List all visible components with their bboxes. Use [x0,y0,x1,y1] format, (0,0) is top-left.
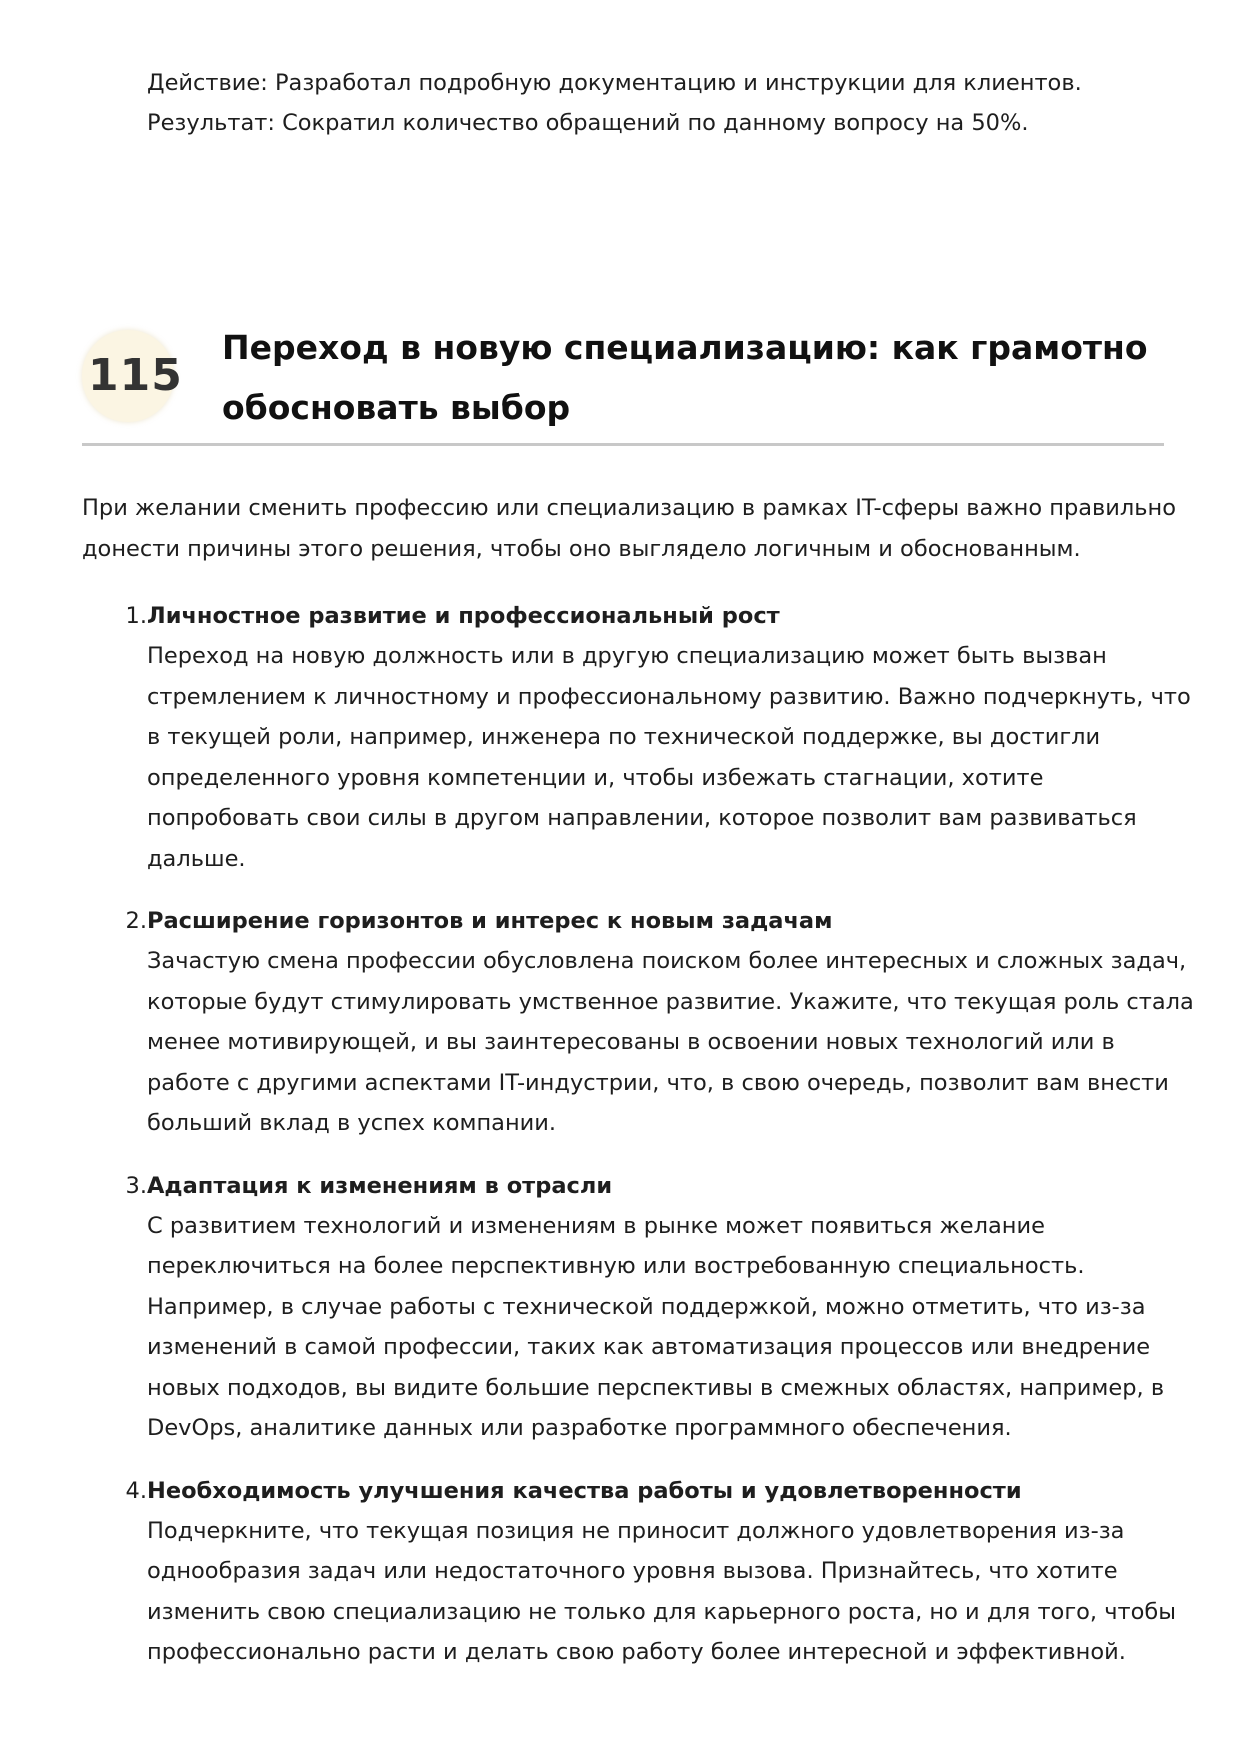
section-title-line: Переход в новую специализацию: как грамотно [222,328,1148,367]
list-item-line: стремлением к личностному и профессиональному развитию. Важно подчеркнуть, что [147,683,1191,710]
list-item-number: 1. [125,603,147,629]
list-item-line: которые будут стимулировать умственное развитие. Укажите, что текущая роль стала [147,988,1194,1015]
previous-result-line: Результат: Сократил количество обращений по данному вопросу на 50%. [147,110,1029,136]
section-header [82,318,1164,448]
section-title-line: обосновать выбор [222,388,571,427]
list-item-line: новых подходов, вы видите большие перспективы в смежных областях, например, в [147,1374,1165,1401]
list-item [110,1166,1165,1449]
list-item-line: в текущей роли, например, инженера по технической поддержке, вы достигли [147,724,1101,750]
section-number: 115 [88,350,183,401]
list-item-line: попробовать свои силы в другом направлении, которое позволит вам развиваться [147,805,1137,831]
previous-section-tail [147,63,1147,143]
list-item-line: DevOps, аналитике данных или разработке программного обеспечения. [147,1415,1012,1441]
list-item [110,596,1191,879]
header-divider [82,443,1164,446]
list-item-line: работе с другими аспектами IT-индустрии, что, в свою очередь, позволит вам внести [147,1069,1169,1096]
intro-line: При желании сменить профессию или специализацию в рамках IT-сферы важно правильно [82,495,1177,521]
list-item-number: 3. [125,1172,147,1199]
reasons-list [110,596,1194,1695]
list-item [110,1471,1177,1673]
list-item-line: переключиться на более перспективную или востребованную специальность. [147,1253,1085,1279]
list-item-title: Расширение горизонтов и интерес к новым задачам [147,908,833,934]
section-title [222,318,1162,438]
list-item-line: однообразия задач или недостаточного уровня вызова. Признайтесь, что хотите [147,1558,1118,1584]
list-item-line: изменить свою специализацию не только для карьерного роста, но и для того, чтобы [147,1598,1177,1625]
list-item-title: Личностное развитие и профессиональный рост [147,603,780,629]
list-item-number: 4. [125,1477,147,1504]
list-item-line: менее мотивирующей, и вы заинтересованы в освоении новых технологий или в [147,1029,1115,1055]
intro-line: донести причины этого решения, чтобы оно выглядело логичным и обоснованным. [82,536,1081,562]
previous-action-line: Действие: Разработал подробную документацию и инструкции для клиентов. [147,70,1082,96]
list-item-line: С развитием технологий и изменениям в рынке может появиться желание [147,1212,1045,1239]
list-item-line: Подчеркните, что текущая позиция не приносит должного удовлетворения из-за [147,1517,1125,1544]
list-item-line: Например, в случае работы с технической поддержкой, можно отметить, что из-за [147,1293,1146,1320]
list-item-line: изменений в самой профессии, таких как автоматизация процессов или внедрение [147,1334,1151,1360]
list-item-line: дальше. [147,845,246,872]
list-item-line: больший вклад в успех компании. [147,1110,557,1136]
list-item-line: Переход на новую должность или в другую специализацию может быть вызван [147,643,1107,669]
list-item-line: Зачастую смена профессии обусловлена поиском более интересных и сложных задач, [147,948,1187,974]
list-item [110,901,1194,1144]
intro-paragraph [82,488,1177,570]
list-item-number: 2. [125,908,147,934]
list-item-line: определенного уровня компетенции и, чтобы избежать стагнации, хотите [147,764,1044,791]
list-item-title: Адаптация к изменениям в отрасли [147,1172,613,1199]
list-item-title: Необходимость улучшения качества работы и удовлетворенности [147,1477,1022,1504]
list-item-line: профессионально расти и делать свою работу более интересной и эффективной. [147,1639,1126,1665]
